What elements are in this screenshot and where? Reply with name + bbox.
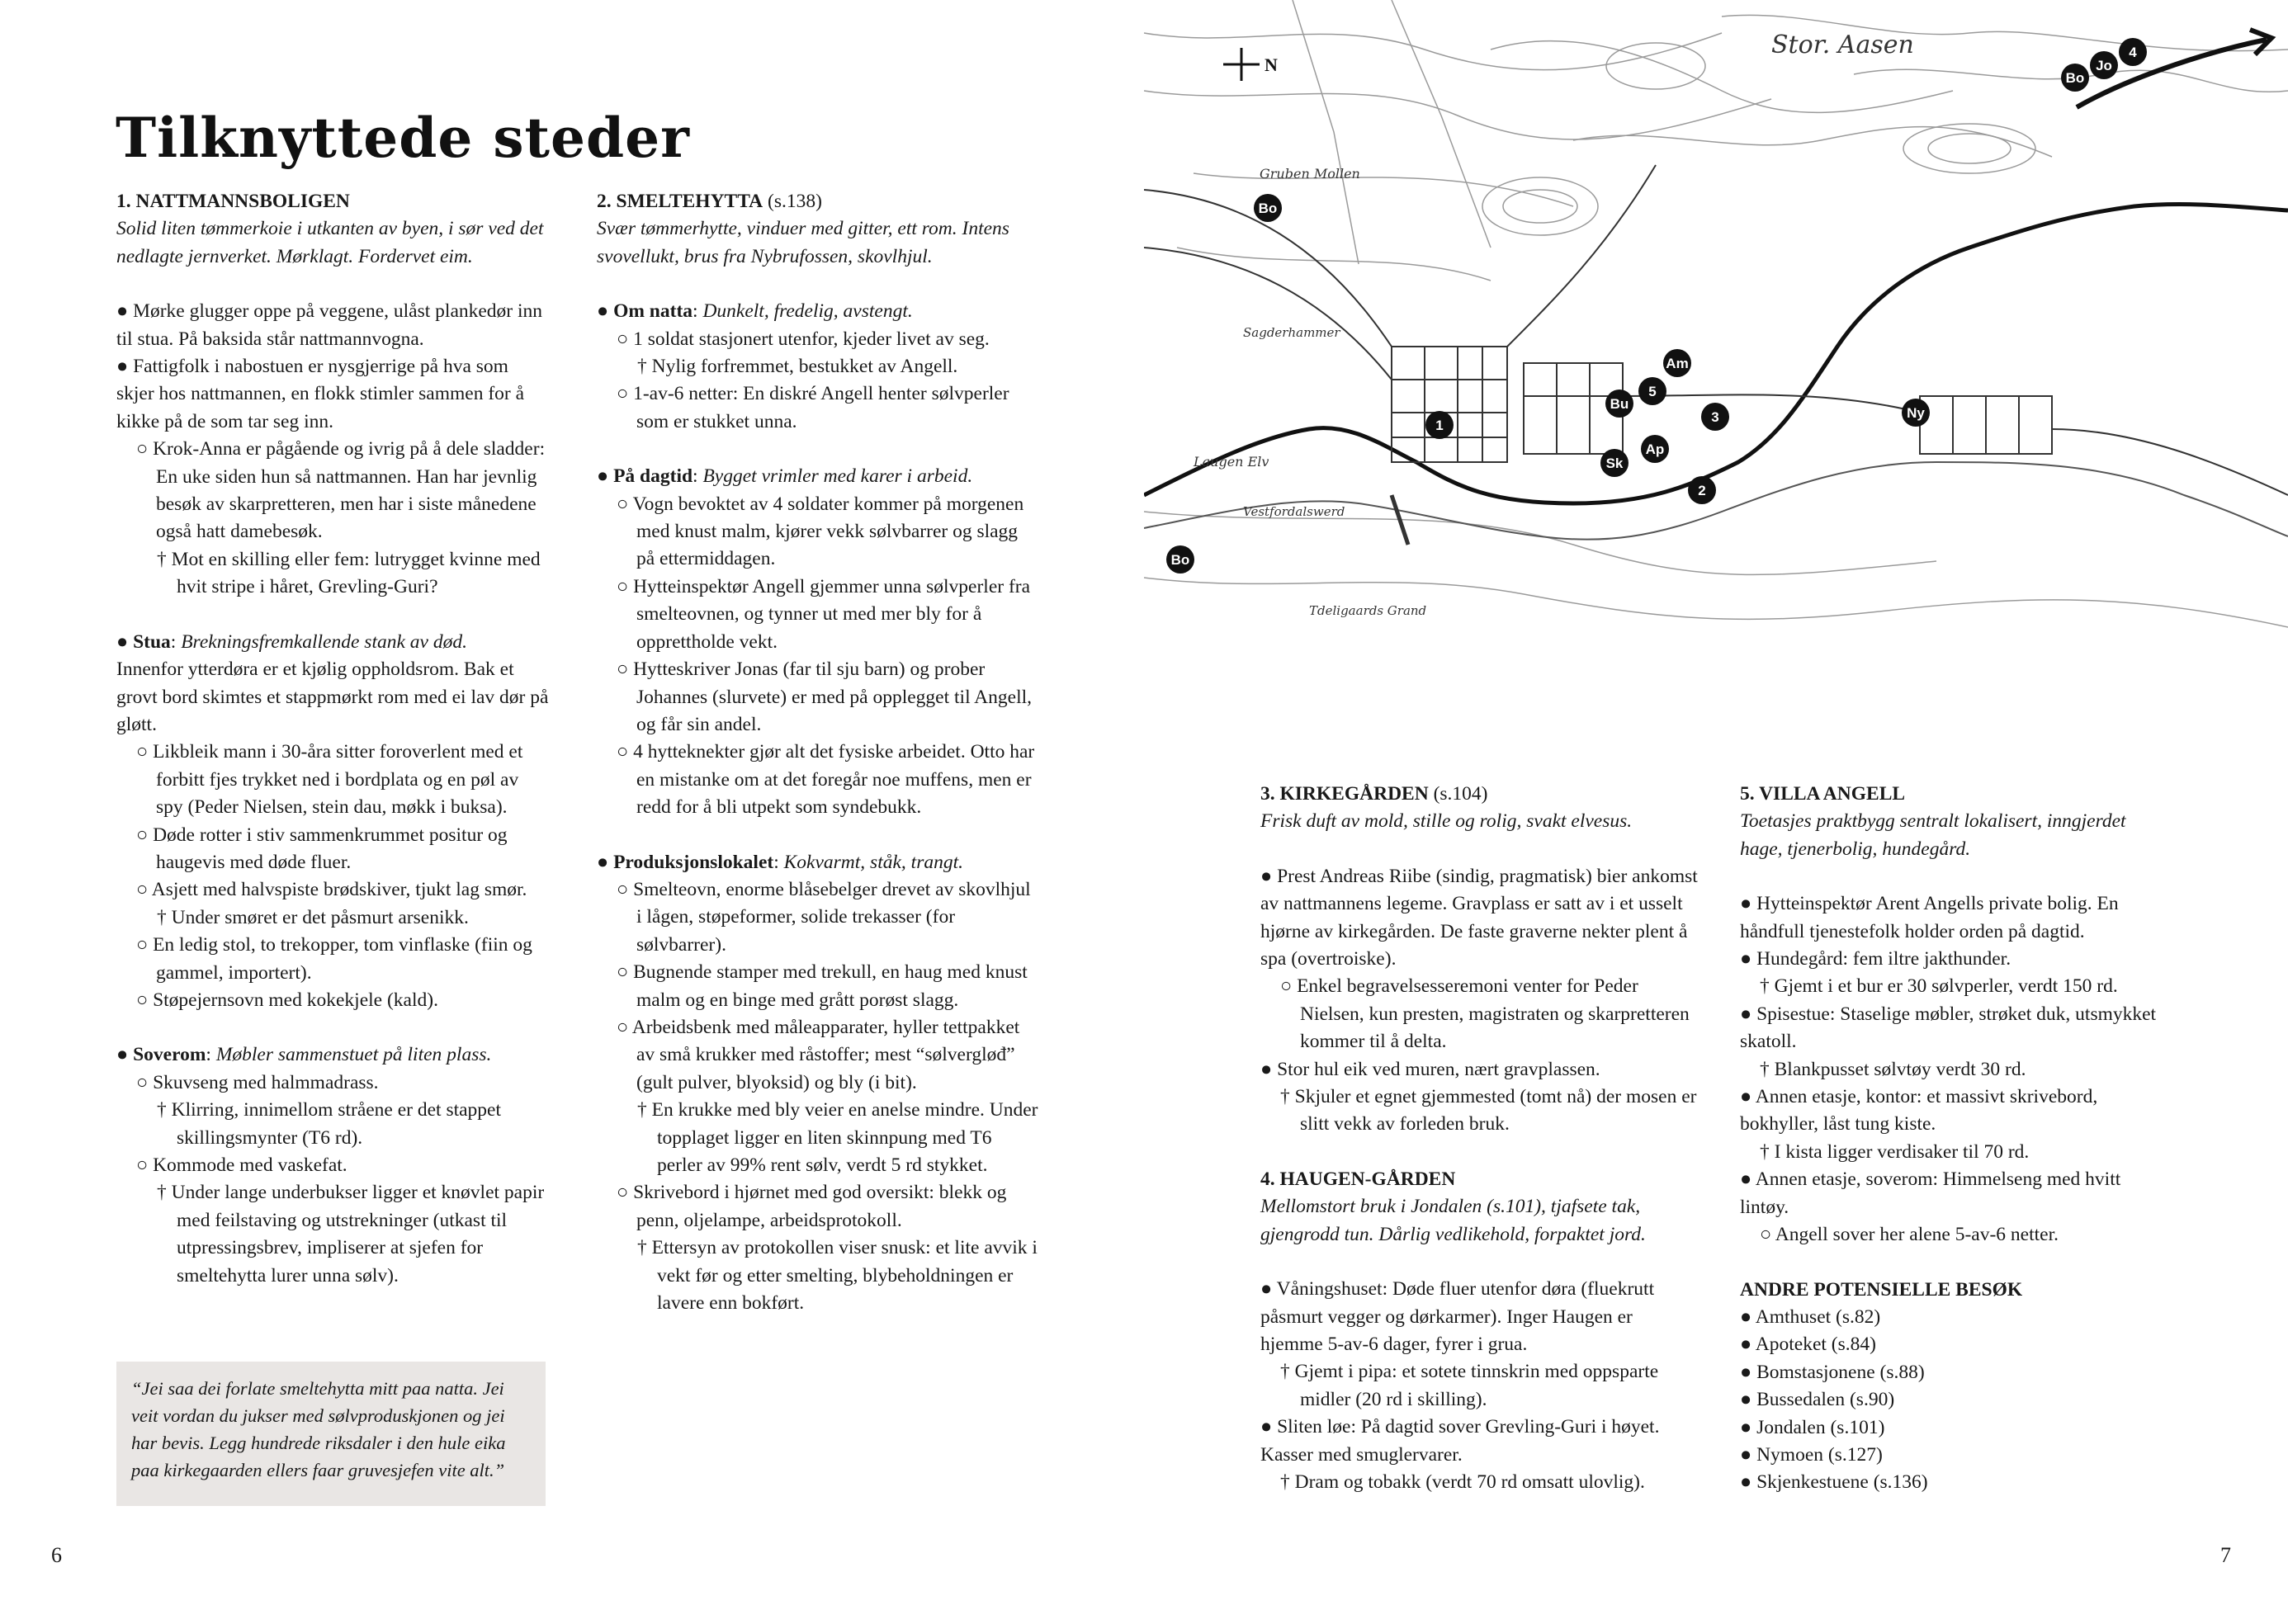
list-item: ● Prest Andreas Riibe (sindig, pragmatisk) bier ankomst av nattmannens legeme. Gravplass er satt av i et usselt hjørne av kirkegården. De faste graverne nekter plent å spa (overtroiske).: [1260, 865, 1698, 970]
section-stua: ● Stua: Brekningsfremkallende stank av død.: [116, 630, 467, 653]
list-item: † Dram og tobakk (verdt 70 rd omsatt ulovlig).: [1280, 1471, 1645, 1493]
map-marker-1: [1425, 411, 1454, 439]
map-label: Gruben Mollen: [1260, 166, 1360, 182]
list-item: ○ 1 soldat stasjonert utenfor, kjeder livet av seg.: [617, 328, 990, 350]
map-label: Sagderhammer: [1243, 325, 1340, 340]
description: Frisk duft av mold, stille og rolig, svakt elvesus.: [1260, 810, 1633, 833]
svg-text:Bo: Bo: [1170, 552, 1190, 568]
list-item: ○ Hytteinspektør Angell gjemmer unna sølvperler fra smelteovnen, og tynner ut med mer bly for å opprettholde vekt.: [617, 575, 1031, 653]
letter-quote: “Jei saa dei forlate smeltehytta mitt paa natta. Jei veit vordan du jukser med sølvproduskjonen og jei har bevis. Legg hundrede riksdaler i den hule eika paa kirkegaarden ellers faar gruvesjefen vite alt.”: [116, 1362, 546, 1506]
list-item: ● Annen etasje, kontor: et massivt skrivebord, bokhyller, låst tung kiste.: [1740, 1086, 2098, 1135]
list-item: † En krukke med bly veier en anelse mindre. Under topplaget ligger en liten skinnpung med T6 perler av 99% rent sølv, verdt 5 rd stykket.: [637, 1099, 1038, 1176]
list-item: ○ Støpejernsovn med kokekjele (kald).: [136, 989, 438, 1011]
description: Mellomstort bruk i Jondalen (s.101), tjafsete tak, gjengrodd tun. Dårlig vedlikehold, forpaktet jord.: [1260, 1196, 1646, 1245]
column-villa-angell: [1740, 781, 2169, 1497]
list-item: ○ Skrivebord i hjørnet med god oversikt: blekk og penn, oljelampe, arbeidsprotokoll.: [617, 1182, 1007, 1231]
list-item: ● Jondalen (s.101): [1740, 1416, 1885, 1438]
svg-text:Bo: Bo: [2065, 70, 2085, 86]
list-item: † Under smøret er det påsmurt arsenikk.: [157, 906, 469, 928]
column-kirkegarden: [1260, 781, 1698, 1496]
heading-andre-besok: ANDRE POTENSIELLE BESØK: [1740, 1278, 2023, 1301]
map-marker-am: [1663, 349, 1691, 377]
map-marker-sk: [1600, 449, 1629, 477]
column-smeltehytta: [597, 188, 1038, 1317]
list-item: ○ Angell sover her alene 5-av-6 netter.: [1760, 1224, 2059, 1246]
list-item: ○ Asjett med halvspiste brødskiver, tjukt lag smør.: [136, 879, 527, 901]
svg-text:2: 2: [1698, 483, 1706, 498]
list-item: ○ 1-av-6 netter: En diskré Angell henter sølvperler som er stukket unna.: [617, 383, 1009, 432]
heading-villa-angell: 5. VILLA ANGELL: [1740, 783, 1906, 805]
map-marker-bo-1: [1254, 194, 1282, 222]
map-marker-bo-3: [2061, 64, 2089, 92]
list-item: ○ Likbleik mann i 30-åra sitter foroverlent med et forbitt fjes trykket ned i bordplata og en pøl av spy (Peder Nielsen, stein dau, møkk i buksa).: [136, 741, 523, 819]
column-nattmannsboligen: [116, 188, 550, 1290]
list-item: † Klirring, innimellom stråene er det stappet skillingsmynter (T6 rd).: [157, 1099, 502, 1149]
svg-text:Sk: Sk: [1605, 456, 1624, 471]
list-item: ● Stor hul eik ved muren, nært gravplassen.: [1260, 1058, 1600, 1080]
list-item: ● Fattigfolk i nabostuen er nysgjerrige på hva som skjer hos nattmannen, en flokk stimler sammen for å kikke på de som tar seg inn.: [116, 356, 525, 432]
description: Svær tømmerhytte, vinduer med gitter, ett rom. Intens svovellukt, brus fra Nybrufossen, skovlhjul.: [597, 218, 1009, 267]
list-item: ○ Hytteskriver Jonas (far til sju barn) og prober Johannes (slurvete) er med på opplegget til Angell, og får sin andel.: [617, 659, 1033, 735]
map-marker-3: [1701, 403, 1729, 431]
page-title: Tilknyttede steder: [116, 106, 690, 170]
section-pa-dagtid: ● På dagtid: Bygget vrimler med karer i arbeid.: [597, 465, 973, 488]
list-item: ● Sliten løe: På dagtid sover Grevling-Guri i høyet. Kasser med smuglervarer.: [1260, 1416, 1660, 1466]
section-soverom: ● Soverom: Møbler sammenstuet på liten plass.: [116, 1044, 492, 1066]
page-number-right: 7: [2220, 1543, 2231, 1567]
svg-text:Bo: Bo: [1258, 201, 1278, 216]
description: Solid liten tømmerkoie i utkanten av byen, i sør ved det nedlagte jernverket. Mørklagt. Fordervet eim.: [116, 218, 544, 267]
list-item: ○ Bugnende stamper med trekull, en haug med knust malm og en binge med grått porøst slagg.: [617, 961, 1028, 1011]
heading-nattmannsboligen: 1. NATTMANNSBOLIGEN: [116, 191, 350, 212]
list-item: ○ Enkel begravelsesseremoni venter for Peder Nielsen, kun presten, magistraten og skarpretteren kommer til å delta.: [1280, 975, 1690, 1053]
map-label: Tdeligaards Grand: [1309, 603, 1427, 618]
list-item: † Under lange underbukser ligger et knøvlet papir med feilstaving og utstrekninger (utkast til utpressingsbrev, impliserer at sjefen for smeltehytta lurer unna sølv).: [157, 1182, 545, 1286]
heading-smeltehytta: 2. SMELTEHYTTA (s.138): [597, 191, 822, 212]
list-item: † Ettersyn av protokollen viser snusk: et lite avvik i vekt før og etter smelting, blybeholdningen er lavere enn bokført.: [637, 1237, 1038, 1315]
map-label: Stor. Aasen: [1771, 31, 1914, 59]
map-marker-jo: [2090, 51, 2118, 79]
list-item: † I kista ligger verdisaker til 70 rd.: [1760, 1140, 2030, 1163]
list-item: ● Mørke glugger oppe på veggene, ulåst plankedør inn til stua. På baksida står nattmannvogna.: [116, 300, 543, 350]
map-label: Vestfordalswerd: [1243, 504, 1345, 519]
section-om-natta: ● Om natta: Dunkelt, fredelig, avstengt.: [597, 300, 913, 323]
svg-text:Bu: Bu: [1610, 396, 1629, 412]
svg-text:4: 4: [2129, 45, 2137, 60]
map-marker-ny: [1902, 399, 1930, 427]
list-item: ● Skjenkestuene (s.136): [1740, 1471, 1928, 1494]
list-item: ● Bomstasjonene (s.88): [1740, 1361, 1925, 1383]
svg-text:Ap: Ap: [1645, 441, 1665, 457]
map-marker-2: [1688, 476, 1716, 504]
list-item: ○ Smelteovn, enorme blåsebelger drevet av skovlhjul i lågen, støpeformer, solide trekasser (for sølvbarrer).: [617, 878, 1031, 956]
map-label: Laugen Elv: [1194, 454, 1269, 470]
list-item: ● Annen etasje, soverom: Himmelseng med hvitt lintøy.: [1740, 1168, 2121, 1218]
map-marker-ap: [1641, 435, 1669, 463]
section-produksjonslokalet: ● Produksjonslokalet: Kokvarmt, ståk, trangt.: [597, 851, 963, 873]
list-item: ○ Krok-Anna er pågående og ivrig på å dele sladder: En uke siden hun så nattmannen. Han har jevnlig besøk av skarpretteren, men har i siste månedene også hatt damebesøk.: [136, 438, 546, 543]
list-item: ○ Arbeidsbenk med måleapparater, hyller tettpakket av små krukker med råstoffer; mest “sølvergløđ” (gult pulver, blyoksid) og bly (i bit).: [617, 1016, 1020, 1093]
map-marker-4: [2119, 38, 2147, 66]
heading-kirkegarden: 3. KIRKEGÅRDEN (s.104): [1260, 783, 1488, 805]
map-marker-bo-2: [1166, 545, 1194, 574]
page-number-left: 6: [51, 1543, 62, 1567]
svg-text:Am: Am: [1666, 356, 1689, 371]
heading-haugen-garden: 4. HAUGEN-GÅRDEN: [1260, 1168, 1456, 1190]
list-item: † Mot en skilling eller fem: lutrygget kvinne med hvit stripe i håret, Grevling-Guri?: [157, 548, 541, 598]
list-item: ● Apoteket (s.84): [1740, 1334, 1876, 1356]
paragraph: Innenfor ytterdøra er et kjølig oppholdsrom. Bak et grovt bord skimtes et stappmørkt rom med ei lav dør på gløtt.: [116, 659, 549, 735]
list-item: ● Hundegård: fem iltre jakthunder.: [1740, 948, 2011, 970]
list-item: ● Hytteinspektør Arent Angells private bolig. En håndfull tjenestefolk holder orden på dagtid.: [1740, 893, 2119, 942]
svg-text:Jo: Jo: [2096, 58, 2112, 73]
description: Toetasjes praktbygg sentralt lokalisert, inngjerdet hage, tjenerbolig, hundegård.: [1740, 810, 2126, 860]
svg-text:3: 3: [1711, 409, 1719, 425]
list-item: ● Amthuset (s.82): [1740, 1305, 1881, 1328]
list-item: † Blankpusset sølvtøy verdt 30 rd.: [1760, 1058, 2026, 1080]
list-item: ● Våningshuset: Døde fluer utenfor døra (fluekrutt påsmurt vegger og dørkarmer). Inger Haugen er hjemme 5-av-6 dager, fyrer i grua.: [1260, 1278, 1655, 1355]
svg-text:Ny: Ny: [1907, 405, 1925, 421]
svg-text:1: 1: [1435, 418, 1444, 433]
svg-text:5: 5: [1648, 384, 1657, 399]
list-item: ○ En ledig stol, to trekopper, tom vinflaske (fiin og gammel, importert).: [136, 934, 532, 984]
list-item: ○ Vogn bevoktet av 4 soldater kommer på morgenen med knust malm, kjører vekk sølvbarrer og slagg på ettermiddagen.: [617, 493, 1024, 570]
list-item: † Nylig forfremmet, bestukket av Angell.: [637, 356, 958, 378]
list-item: ○ Skuvseng med halmmadrass.: [136, 1071, 379, 1093]
list-item: † Gjemt i et bur er 30 sølvperler, verdt 150 rd.: [1760, 975, 2118, 998]
list-item: † Skjuler et egnet gjemmested (tomt nå) der mosen er slitt vekk av forleden bruk.: [1280, 1086, 1697, 1135]
list-item: ○ Døde rotter i stiv sammenkrummet positur og haugevis med døde fluer.: [136, 824, 508, 873]
compass-north: N: [1265, 54, 1278, 75]
list-item: ● Bussedalen (s.90): [1740, 1389, 1895, 1411]
map-marker-5: [1638, 377, 1666, 405]
list-item: ○ Kommode med vaskefat.: [136, 1154, 347, 1176]
list-item: ● Nymoen (s.127): [1740, 1443, 1883, 1466]
map-marker-bu: [1605, 389, 1633, 418]
list-item: ● Spisestue: Staselige møbler, strøket duk, utsmykket skatoll.: [1740, 1003, 2157, 1053]
historical-map: [1144, 0, 2288, 718]
list-item: ○ 4 hytteknekter gjør alt det fysiske arbeidet. Otto har en mistanke om at det foregår noe muffens, men er redd for å bli utpekt som syndebukk.: [617, 741, 1035, 819]
list-item: † Gjemt i pipa: et sotete tinnskrin med oppsparte midler (20 rd i skilling).: [1280, 1361, 1659, 1410]
